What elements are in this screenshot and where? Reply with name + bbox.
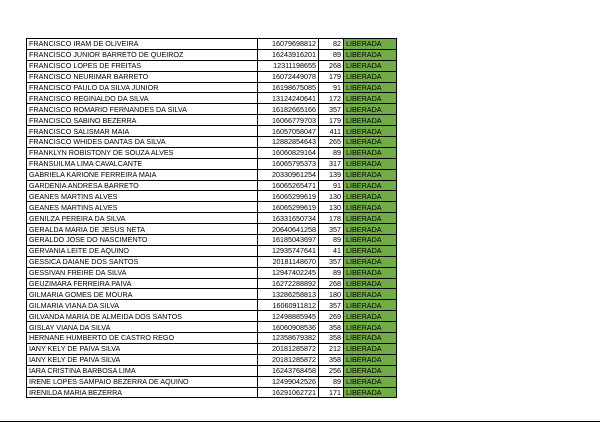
table-row: [27, 93, 397, 104]
status-cell: LIBERADA: [344, 158, 397, 169]
code-cell: 16060829164: [258, 147, 319, 158]
page-bottom-rule: [0, 421, 600, 422]
beneficiary-table: [26, 38, 397, 398]
table-row: [27, 202, 397, 213]
code-cell: 16066779703: [258, 115, 319, 126]
code-cell: 20181148670: [258, 256, 319, 267]
status-cell: LIBERADA: [344, 365, 397, 376]
value-cell: 179: [319, 115, 344, 126]
table-row: [27, 49, 397, 60]
table-row: [27, 376, 397, 387]
table-row: [27, 343, 397, 354]
status-cell: LIBERADA: [344, 169, 397, 180]
code-cell: 16331650734: [258, 213, 319, 224]
value-cell: 357: [319, 224, 344, 235]
status-cell: LIBERADA: [344, 60, 397, 71]
name-cell: GERALDO JOSE DO NASCIMENTO: [27, 235, 258, 246]
code-cell: 16057058047: [258, 126, 319, 137]
status-cell: LIBERADA: [344, 104, 397, 115]
status-cell: LIBERADA: [344, 224, 397, 235]
name-cell: FRANCISCO ROMARIO FERNANDES DA SILVA: [27, 104, 258, 115]
table-row: [27, 256, 397, 267]
table-row: [27, 191, 397, 202]
name-cell: GERVANIA LEITE DE AQUINO: [27, 245, 258, 256]
status-cell: LIBERADA: [344, 180, 397, 191]
table-row: [27, 126, 397, 137]
value-cell: 82: [319, 39, 344, 50]
table-row: [27, 71, 397, 82]
code-cell: 16272288892: [258, 278, 319, 289]
table-row: [27, 60, 397, 71]
table-row: [27, 158, 397, 169]
name-cell: FRANCISCO REGINALDO DA SILVA: [27, 93, 258, 104]
value-cell: 130: [319, 191, 344, 202]
value-cell: 268: [319, 278, 344, 289]
status-cell: LIBERADA: [344, 300, 397, 311]
name-cell: GISLAY VIANA DA SILVA: [27, 322, 258, 333]
table-row: [27, 322, 397, 333]
code-cell: 16065795373: [258, 158, 319, 169]
table-row: [27, 213, 397, 224]
value-cell: 179: [319, 71, 344, 82]
status-cell: LIBERADA: [344, 322, 397, 333]
name-cell: FRANSUILMA LIMA CAVALCANTE: [27, 158, 258, 169]
table-body: [27, 39, 397, 398]
table-row: [27, 365, 397, 376]
status-cell: LIBERADA: [344, 267, 397, 278]
value-cell: 172: [319, 93, 344, 104]
value-cell: 256: [319, 365, 344, 376]
code-cell: 20181285872: [258, 343, 319, 354]
code-cell: 13124240641: [258, 93, 319, 104]
table-row: [27, 245, 397, 256]
name-cell: IRENILDA MARIA BEZERRA: [27, 387, 258, 398]
name-cell: GABRIELA KARIONE FERREIRA MAIA: [27, 169, 258, 180]
code-cell: 20330961254: [258, 169, 319, 180]
code-cell: 13286258813: [258, 289, 319, 300]
status-cell: LIBERADA: [344, 354, 397, 365]
value-cell: 89: [319, 147, 344, 158]
code-cell: 12498885945: [258, 311, 319, 322]
code-cell: 16072449078: [258, 71, 319, 82]
value-cell: 139: [319, 169, 344, 180]
name-cell: FRANCISCO SABINO BEZERRA: [27, 115, 258, 126]
table-row: [27, 333, 397, 344]
status-cell: LIBERADA: [344, 343, 397, 354]
table-row: [27, 39, 397, 50]
name-cell: GILVANDA MARIA DE ALMEIDA DOS SANTOS: [27, 311, 258, 322]
value-cell: 212: [319, 343, 344, 354]
value-cell: 89: [319, 376, 344, 387]
status-cell: LIBERADA: [344, 376, 397, 387]
value-cell: 358: [319, 333, 344, 344]
status-cell: LIBERADA: [344, 333, 397, 344]
status-cell: LIBERADA: [344, 191, 397, 202]
name-cell: GEANES MARTINS ALVES: [27, 191, 258, 202]
name-cell: IRENE LOPES SAMPAIO BEZERRA DE AQUINO: [27, 376, 258, 387]
code-cell: 12311198655: [258, 60, 319, 71]
name-cell: GESSICA DAIANE DOS SANTOS: [27, 256, 258, 267]
table-row: [27, 387, 397, 398]
table-row: [27, 278, 397, 289]
status-cell: LIBERADA: [344, 387, 397, 398]
name-cell: GENILZA PEREIRA DA SILVA: [27, 213, 258, 224]
table-row: [27, 300, 397, 311]
value-cell: 180: [319, 289, 344, 300]
code-cell: 16060911812: [258, 300, 319, 311]
code-cell: 16243916201: [258, 49, 319, 60]
status-cell: LIBERADA: [344, 115, 397, 126]
value-cell: 130: [319, 202, 344, 213]
status-cell: LIBERADA: [344, 213, 397, 224]
code-cell: 12935747641: [258, 245, 319, 256]
name-cell: FRANKLYN ROBISTONY DE SOUZA ALVES: [27, 147, 258, 158]
name-cell: GILMARIA VIANA DA SILVA: [27, 300, 258, 311]
value-cell: 89: [319, 49, 344, 60]
table-row: [27, 289, 397, 300]
value-cell: 265: [319, 137, 344, 148]
table-row: [27, 235, 397, 246]
code-cell: 20640641258: [258, 224, 319, 235]
name-cell: GARDENIA ANDRESA BARRETO: [27, 180, 258, 191]
value-cell: 89: [319, 267, 344, 278]
name-cell: FRANCISCO NEURIMAR BARRETO: [27, 71, 258, 82]
status-cell: LIBERADA: [344, 289, 397, 300]
status-cell: LIBERADA: [344, 202, 397, 213]
table-row: [27, 311, 397, 322]
name-cell: IANY KELY DE PAIVA SILVA: [27, 343, 258, 354]
table-row: [27, 82, 397, 93]
name-cell: GILMARIA GOMES DE MOURA: [27, 289, 258, 300]
code-cell: 16198675085: [258, 82, 319, 93]
status-cell: LIBERADA: [344, 126, 397, 137]
value-cell: 178: [319, 213, 344, 224]
value-cell: 358: [319, 354, 344, 365]
table-row: [27, 147, 397, 158]
status-cell: LIBERADA: [344, 39, 397, 50]
value-cell: 91: [319, 180, 344, 191]
value-cell: 411: [319, 126, 344, 137]
status-cell: LIBERADA: [344, 137, 397, 148]
name-cell: FRANCISCO SALISMAR MAIA: [27, 126, 258, 137]
code-cell: 16243768458: [258, 365, 319, 376]
value-cell: 91: [319, 82, 344, 93]
value-cell: 89: [319, 235, 344, 246]
code-cell: 16079698812: [258, 39, 319, 50]
name-cell: FRANCISCO PAULO DA SILVA JUNIOR: [27, 82, 258, 93]
code-cell: 16065265471: [258, 180, 319, 191]
code-cell: 20181285872: [258, 354, 319, 365]
name-cell: FRANCISCO IRAM DE OLIVEIRA: [27, 39, 258, 50]
table-row: [27, 169, 397, 180]
value-cell: 269: [319, 311, 344, 322]
code-cell: 12499042526: [258, 376, 319, 387]
name-cell: FRANCISCO LOPES DE FREITAS: [27, 60, 258, 71]
code-cell: 12358679382: [258, 333, 319, 344]
name-cell: IARA CRISTINA BARBOSA LIMA: [27, 365, 258, 376]
table-row: [27, 137, 397, 148]
status-cell: LIBERADA: [344, 245, 397, 256]
table-row: [27, 267, 397, 278]
name-cell: FRANCISCO WHIDES DANTAS DA SILVA: [27, 137, 258, 148]
status-cell: LIBERADA: [344, 49, 397, 60]
code-cell: 12882854643: [258, 137, 319, 148]
value-cell: 268: [319, 60, 344, 71]
code-cell: 16065299619: [258, 202, 319, 213]
value-cell: 357: [319, 300, 344, 311]
name-cell: HERNANE HUMBERTO DE CASTRO REGO: [27, 333, 258, 344]
name-cell: GEUZIMARA FERREIRA PAIVA: [27, 278, 258, 289]
value-cell: 357: [319, 104, 344, 115]
name-cell: GERALDA MARIA DE JESUS NETA: [27, 224, 258, 235]
value-cell: 357: [319, 256, 344, 267]
value-cell: 41: [319, 245, 344, 256]
table-row: [27, 180, 397, 191]
table-row: [27, 115, 397, 126]
value-cell: 317: [319, 158, 344, 169]
code-cell: 16060908536: [258, 322, 319, 333]
table-row: [27, 104, 397, 115]
status-cell: LIBERADA: [344, 278, 397, 289]
code-cell: 12947402245: [258, 267, 319, 278]
value-cell: 358: [319, 322, 344, 333]
code-cell: 16185043697: [258, 235, 319, 246]
status-cell: LIBERADA: [344, 311, 397, 322]
status-cell: LIBERADA: [344, 147, 397, 158]
code-cell: 16065299619: [258, 191, 319, 202]
status-cell: LIBERADA: [344, 82, 397, 93]
name-cell: GEANES MARTINS ALVES: [27, 202, 258, 213]
status-cell: LIBERADA: [344, 256, 397, 267]
name-cell: IANY KELY DE PAIVA SILVA: [27, 354, 258, 365]
status-cell: LIBERADA: [344, 71, 397, 82]
code-cell: 16291062721: [258, 387, 319, 398]
name-cell: GESSIVAN FREIRE DA SILVA: [27, 267, 258, 278]
value-cell: 171: [319, 387, 344, 398]
name-cell: FRANCISCO JUNIOR BARRETO DE QUEIROZ: [27, 49, 258, 60]
table-row: [27, 224, 397, 235]
code-cell: 16182665166: [258, 104, 319, 115]
status-cell: LIBERADA: [344, 235, 397, 246]
table-row: [27, 354, 397, 365]
status-cell: LIBERADA: [344, 93, 397, 104]
